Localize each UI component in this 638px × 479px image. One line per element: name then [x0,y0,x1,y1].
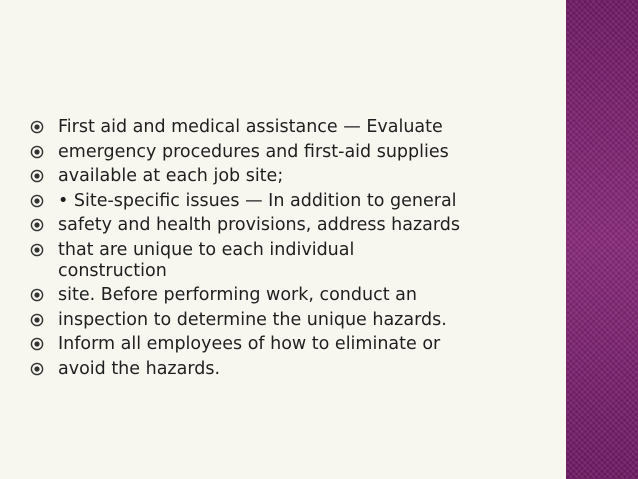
list-item [30,215,560,236]
list-item [30,191,560,212]
radio-bullet-icon [30,337,44,351]
radio-bullet-icon [30,194,44,208]
bullet-list [30,117,560,383]
bullet-text: • Site-specific issues — In addition to general [58,190,457,211]
bullet-text: available at each job site; [58,166,284,186]
bullet-text: site. Before performing work, conduct an [58,285,417,305]
bullet-text: Inform all employees of how to eliminate or [58,334,441,354]
list-item [30,166,560,187]
radio-bullet-icon [30,120,44,134]
list-item [30,359,560,380]
bullet-text: First aid and medical assistance — Evaluate [58,117,443,137]
list-item [30,310,560,331]
list-item [30,285,560,306]
radio-bullet-icon [30,145,44,159]
radio-bullet-icon [30,362,44,376]
list-item [30,240,560,282]
bullet-text: inspection to determine the unique hazards. [58,309,447,330]
bullet-text: emergency procedures and first-aid supplies [58,141,449,162]
bullet-text: that are unique to each individual construction [58,239,355,281]
radio-bullet-icon [30,313,44,327]
bullet-text: safety and health provisions, address hazards [58,215,461,235]
radio-bullet-icon [30,169,44,183]
bullet-text: avoid the hazards. [58,358,221,379]
list-item [30,142,560,163]
list-item [30,117,560,138]
radio-bullet-icon [30,218,44,232]
radio-bullet-icon [30,243,44,257]
side-accent-bar [566,0,638,479]
list-item [30,334,560,355]
radio-bullet-icon [30,288,44,302]
